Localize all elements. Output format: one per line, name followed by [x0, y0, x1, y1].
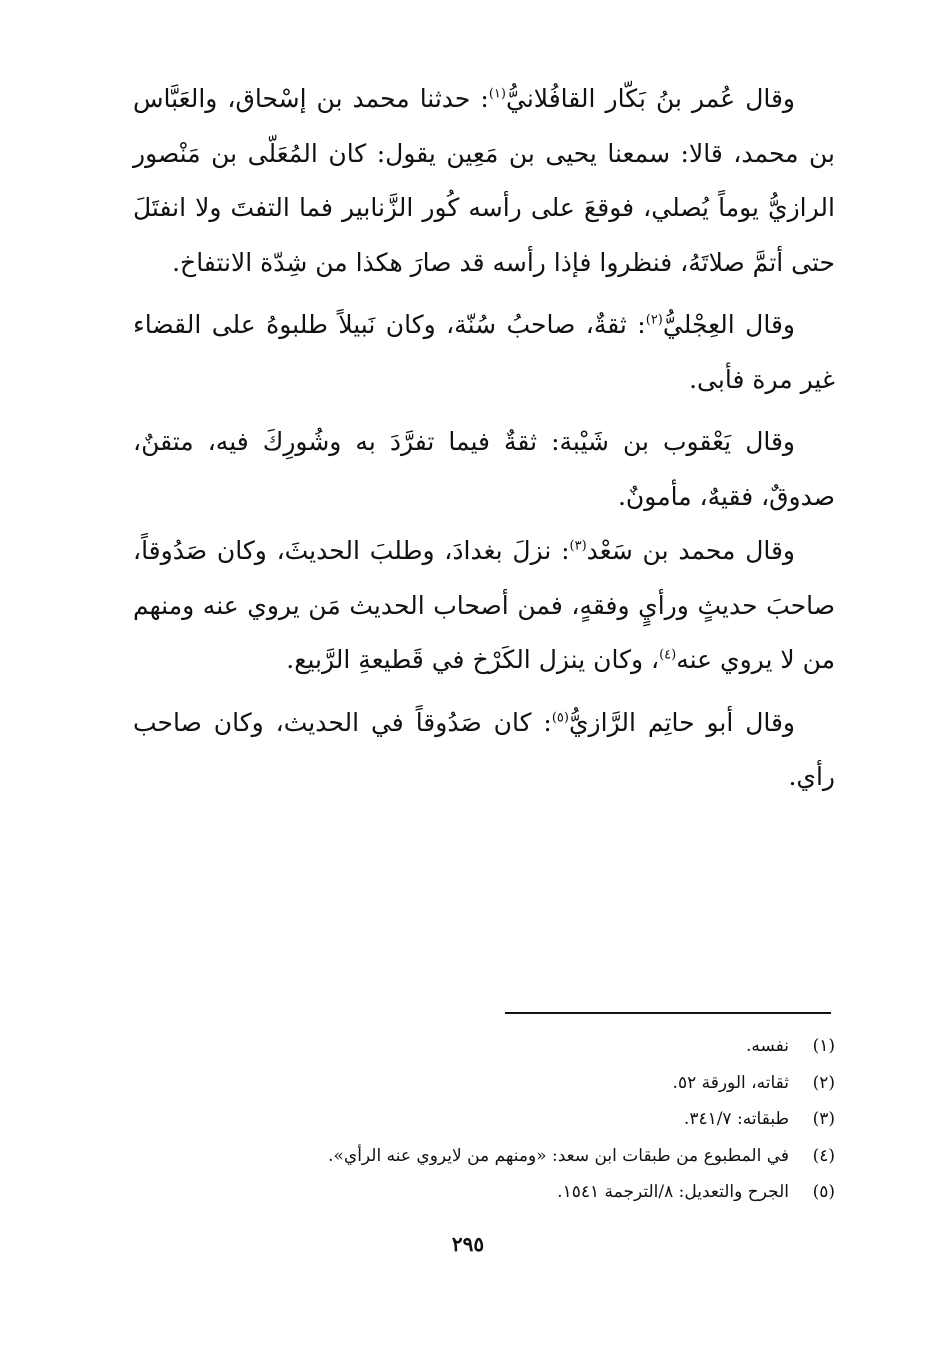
footnotes — [133, 1028, 835, 1211]
main-text — [133, 72, 835, 813]
footnote-reference: (١) — [488, 86, 506, 102]
paragraph-text: وقال عُمر بنُ بَكّار القافُلانيُّ — [505, 84, 795, 113]
footnote-separator — [505, 1012, 831, 1014]
paragraph-1 — [133, 72, 835, 290]
footnote-number: (١) — [812, 1036, 835, 1056]
footnote-text: طبقاته: ٣٤١/٧. — [683, 1109, 789, 1129]
paragraph-5 — [133, 696, 835, 805]
paragraph-text: وقال محمد بن سَعْد — [586, 536, 795, 565]
footnote-text: نفسه. — [745, 1036, 789, 1056]
footnote-number: (٥) — [812, 1182, 835, 1202]
footnote-number: (٣) — [812, 1109, 835, 1129]
paragraph-text: : نزلَ بغدادَ، وطلبَ الحديثَ، وكان صَدُوقاً، صاحبَ حديثٍ ورأيٍ وفقهٍ، فمن أصحاب الحديث مَن يروي عنه ومنهم من لا يروي عنه — [133, 536, 835, 674]
paragraph-text: : كان صَدُوقاً في الحديث، وكان صاحب رأي. — [133, 707, 835, 791]
footnote-reference: (٥) — [551, 710, 569, 726]
footnote-number: (٤) — [812, 1145, 835, 1166]
footnote-item — [133, 1174, 835, 1211]
footnote-text: في المطبوع من طبقات ابن سعد: «ومنهم من لايروي عنه الرأي». — [328, 1145, 789, 1166]
footnote-reference: (٢) — [645, 312, 663, 328]
page-number: ٢٩٥ — [451, 1232, 485, 1256]
footnote-item — [133, 1028, 835, 1065]
paragraph-3 — [133, 415, 835, 524]
paragraph-text: : ثقةٌ، صاحبُ سُنّة، وكان نَبيلاً طلبوهُ على القضاء غير مرة فأبى. — [133, 310, 835, 394]
footnote-item — [133, 1065, 835, 1102]
paragraph-text: وقال العِجْليُّ — [662, 310, 795, 339]
footnote-item — [133, 1138, 835, 1175]
footnote-reference: (٤) — [659, 647, 677, 663]
paragraph-text: ، وكان ينزل الكَرْخ في قَطيعةِ الرَّبيع. — [286, 645, 660, 674]
paragraph-text: : حدثنا محمد بن إسْحاق، والعَبَّاس بن محمد، قالا: سمعنا يحيى بن مَعِين يقول: كان المُعَلّى بن مَنْصور الرازيُّ يوماً يُصلي، فوقعَ على رأسه كُور الزَّنابير فما التفتَ ولا انفتَلَ حتى أتمَّ صلاتَهُ، فنظروا فإذا رأسه قد صارَ هكذا من شِدّة الانتفاخ. — [133, 84, 835, 277]
paragraph-2 — [133, 298, 835, 407]
paragraph-text: وقال أبو حاتِم الرَّازيُّ — [568, 707, 795, 737]
footnote-number: (٢) — [812, 1072, 835, 1093]
paragraph-text: وقال يَعْقوب بن شَيْبة: ثقةٌ فيما تفرَّدَ به وشُورِكَ فيه، متقنٌ، صدوقٌ، فقيهٌ، مأمونٌ. — [133, 427, 835, 511]
paragraph-4 — [133, 524, 835, 688]
footnote-reference: (٣) — [569, 538, 587, 554]
footnote-item — [133, 1101, 835, 1138]
footnote-text: ثقاته، الورقة ٥٢. — [672, 1072, 789, 1093]
footnote-text: الجرح والتعديل: ٨/الترجمة ١٥٤١. — [557, 1182, 789, 1202]
